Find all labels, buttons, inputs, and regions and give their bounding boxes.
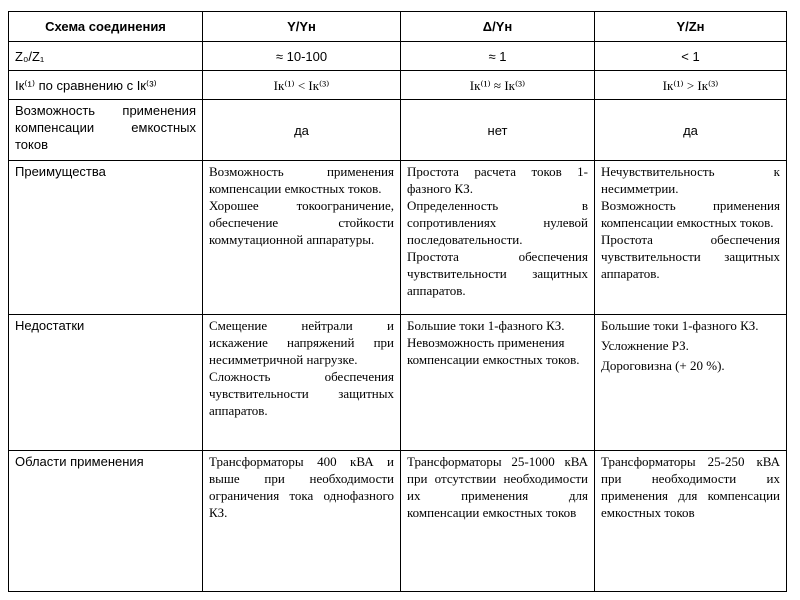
row-ik-compare xyxy=(9,71,787,100)
advantage-item: Простота обеспечения чувствительности защитных аппаратов. xyxy=(601,232,780,281)
advantages-y-yn xyxy=(203,161,401,315)
disadvantage-item: Смещение нейтрали и искажение напряжений при несимметричной нагрузке. xyxy=(209,318,394,367)
header-scheme: Схема соединения xyxy=(9,12,203,42)
z-ratio-label: Z₀/Z₁ xyxy=(9,42,203,71)
advantage-item: Простота расчета токов 1-фазного КЗ. xyxy=(407,164,588,196)
z-ratio-y-zn: < 1 xyxy=(595,42,787,71)
advantage-item: Возможность применения компенсации емкостных токов. xyxy=(209,164,394,196)
ik-compare-y-yn: Iк⁽¹⁾ < Iк⁽³⁾ xyxy=(203,71,401,100)
advantages-y-zn xyxy=(595,161,787,315)
advantage-item: Определенность в сопротивлениях нулевой последовательности. xyxy=(407,198,588,247)
disadvantages-delta-yn xyxy=(401,315,595,451)
header-y-zn: Y/Zн xyxy=(595,12,787,42)
row-advantages xyxy=(9,161,787,315)
advantages-label: Преимущества xyxy=(9,161,203,315)
row-compensation xyxy=(9,100,787,161)
applications-delta-yn: Трансформаторы 25-1000 кВА при отсутствии необходимости их применения для компенсации емкостных токов xyxy=(401,451,595,592)
row-disadvantages xyxy=(9,315,787,451)
ik-compare-y-zn: Iк⁽¹⁾ > Iк⁽³⁾ xyxy=(595,71,787,100)
disadvantage-item: Невозможность применения компенсации емкостных токов. xyxy=(407,335,580,367)
z-ratio-delta-yn: ≈ 1 xyxy=(401,42,595,71)
row-z-ratio xyxy=(9,42,787,71)
applications-y-yn: Трансформаторы 400 кВА и выше при необходимости ограничения тока однофазного КЗ. xyxy=(203,451,401,592)
header-row xyxy=(9,12,787,42)
compensation-y-yn: да xyxy=(203,100,401,161)
z-ratio-y-yn: ≈ 10-100 xyxy=(203,42,401,71)
ik-compare-label: Iк⁽¹⁾ по сравнению с Iк⁽³⁾ xyxy=(9,71,203,100)
advantage-item: Нечувствительность к несимметрии. xyxy=(601,164,780,196)
disadvantage-item: Дороговизна (+ 20 %). xyxy=(601,358,725,373)
disadvantage-item: Усложнение РЗ. xyxy=(601,338,689,353)
compensation-label: Возможность применения компенсации емкостных токов xyxy=(9,100,203,161)
disadvantages-y-yn xyxy=(203,315,401,451)
comparison-table xyxy=(8,11,787,592)
advantage-item: Хорошее токоограничение, обеспечение стойкости коммутационной аппаратуры. xyxy=(209,198,394,247)
advantages-delta-yn xyxy=(401,161,595,315)
disadvantage-item: Большие токи 1-фазного КЗ. xyxy=(407,318,565,333)
disadvantage-item: Большие токи 1-фазного КЗ. xyxy=(601,318,759,333)
header-y-yn: Y/Yн xyxy=(203,12,401,42)
applications-y-zn: Трансформаторы 25-250 кВА при необходимости их применения для компенсации емкостных токов xyxy=(595,451,787,592)
advantage-item: Возможность применения компенсации емкостных токов. xyxy=(601,198,780,230)
disadvantages-label: Недостатки xyxy=(9,315,203,451)
compensation-delta-yn: нет xyxy=(401,100,595,161)
compensation-y-zn: да xyxy=(595,100,787,161)
ik-compare-delta-yn: Iк⁽¹⁾ ≈ Iк⁽³⁾ xyxy=(401,71,595,100)
disadvantage-item: Сложность обеспечения чувствительности защитных аппаратов. xyxy=(209,369,394,418)
advantage-item: Простота обеспечения чувствительности защитных аппаратов. xyxy=(407,249,588,298)
applications-label: Области применения xyxy=(9,451,203,592)
row-applications xyxy=(9,451,787,592)
disadvantages-y-zn xyxy=(595,315,787,451)
header-delta-yn: Δ/Yн xyxy=(401,12,595,42)
